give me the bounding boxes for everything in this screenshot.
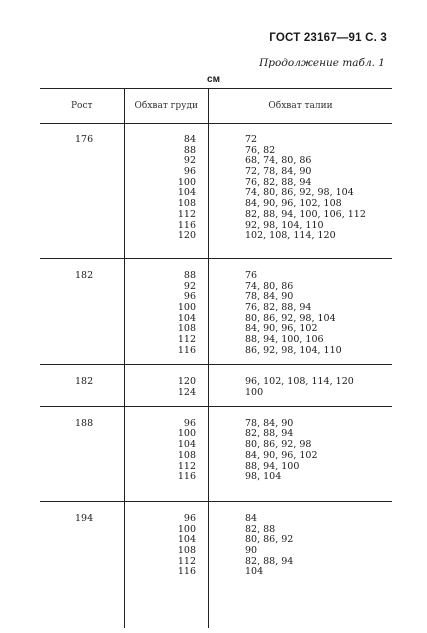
chest-cell (124, 407, 208, 501)
waist-values: 72, 78, 84, 90 (245, 166, 312, 178)
chest-value: 120 (177, 376, 196, 388)
waist-values: 104 (245, 566, 264, 578)
waist-values: 76, 82, 88, 94 (245, 301, 312, 313)
chest-value: 112 (177, 555, 196, 567)
rost-cell (40, 124, 124, 258)
table-group (40, 365, 392, 406)
chest-value: 112 (177, 334, 196, 345)
waist-cell (208, 365, 392, 405)
waist-values: 78, 84, 90 (245, 291, 294, 303)
waist-values: 82, 88, 94 (245, 428, 294, 440)
chest-cell (124, 259, 208, 365)
chest-cell (124, 365, 208, 405)
size-table (40, 88, 392, 628)
chest-value: 96 (183, 166, 196, 178)
waist-values: 74, 80, 86 (245, 280, 294, 292)
waist-values: 76, 82 (245, 144, 276, 156)
chest-value: 108 (177, 449, 196, 461)
table-continuation-label: Продолжение табл. 1 (259, 57, 385, 69)
chest-value: 100 (177, 301, 196, 313)
waist-values: 84, 90, 96, 102 (245, 449, 318, 461)
waist-values: 82, 88, 94, 100, 106, 112 (245, 208, 366, 220)
waist-values: 96, 102, 108, 114, 120 (245, 376, 354, 388)
chest-value: 104 (177, 439, 196, 451)
rost-cell (40, 502, 124, 628)
chest-value: 112 (177, 208, 196, 220)
waist-values: 100 (245, 387, 264, 399)
column-header-chest: Обхват груди (124, 89, 209, 123)
table-group (40, 502, 392, 628)
waist-values: 68, 74, 80, 86 (245, 155, 312, 167)
waist-values: 86, 92, 98, 104, 110 (245, 344, 342, 356)
waist-values: 82, 88, 94 (245, 555, 294, 567)
waist-values: 82, 88 (245, 523, 276, 535)
rost-cell (40, 407, 124, 501)
chest-value: 124 (177, 387, 196, 399)
chest-value: 108 (177, 544, 196, 556)
rost-value: 182 (75, 376, 94, 388)
rost-value: 188 (75, 417, 94, 429)
chest-value: 100 (177, 176, 196, 188)
rost-cell (40, 259, 124, 365)
waist-cell (208, 407, 392, 501)
waist-values: 98, 104 (245, 471, 282, 483)
waist-values: 84, 90, 96, 102, 108 (245, 198, 342, 210)
waist-values: 92, 98, 104, 110 (245, 219, 324, 231)
waist-values: 102, 108, 114, 120 (245, 230, 336, 242)
chest-value: 108 (177, 323, 196, 335)
table-body (40, 124, 392, 628)
chest-cell (124, 124, 208, 258)
waist-values: 90 (245, 544, 258, 556)
waist-values: 88, 94, 100 (245, 460, 300, 472)
chest-value: 92 (183, 155, 196, 167)
chest-value: 96 (183, 291, 196, 303)
column-header-rost: Рост (71, 101, 93, 111)
waist-values: 76, 82, 88, 94 (245, 176, 312, 188)
waist-values: 80, 86, 92, 98, 104 (245, 312, 336, 324)
chest-value: 104 (177, 534, 196, 546)
chest-value: 100 (177, 523, 196, 535)
chest-value: 96 (183, 417, 196, 429)
column-header-waist: Обхват талии (208, 89, 392, 123)
table-header (40, 89, 392, 124)
waist-values: 80, 86, 92, 98 (245, 439, 312, 451)
chest-value: 112 (177, 460, 196, 472)
waist-values: 76 (245, 269, 258, 281)
chest-value: 116 (177, 219, 196, 231)
waist-values: 88, 94, 100, 106 (245, 334, 324, 345)
table-group (40, 259, 392, 366)
chest-value: 88 (183, 269, 196, 281)
waist-cell (208, 124, 392, 258)
chest-value: 108 (177, 198, 196, 210)
chest-value: 104 (177, 187, 196, 199)
chest-value: 116 (177, 344, 196, 356)
chest-value: 84 (183, 134, 196, 145)
chest-value: 88 (183, 144, 196, 156)
chest-value: 116 (177, 566, 196, 578)
waist-cell (208, 259, 392, 365)
chest-value: 116 (177, 471, 196, 483)
waist-values: 84 (245, 512, 258, 524)
chest-value: 96 (183, 512, 196, 524)
chest-value: 104 (177, 312, 196, 324)
chest-value: 92 (183, 280, 196, 292)
waist-values: 74, 80, 86, 92, 98, 104 (245, 187, 354, 199)
chest-value: 120 (177, 230, 196, 242)
chest-cell (124, 502, 208, 628)
waist-values: 72 (245, 134, 258, 145)
rost-value: 176 (75, 134, 94, 145)
waist-values: 84, 90, 96, 102 (245, 323, 318, 335)
table-group (40, 124, 392, 259)
waist-cell (208, 502, 392, 628)
rost-value: 194 (75, 512, 94, 524)
table-group (40, 407, 392, 502)
waist-values: 78, 84, 90 (245, 417, 294, 429)
unit-label: см (207, 74, 220, 85)
rost-cell (40, 365, 124, 405)
waist-values: 80, 86, 92 (245, 534, 294, 546)
rost-value: 182 (75, 269, 94, 281)
chest-value: 100 (177, 428, 196, 440)
document-header: ГОСТ 23167—91 С. 3 (269, 32, 387, 44)
